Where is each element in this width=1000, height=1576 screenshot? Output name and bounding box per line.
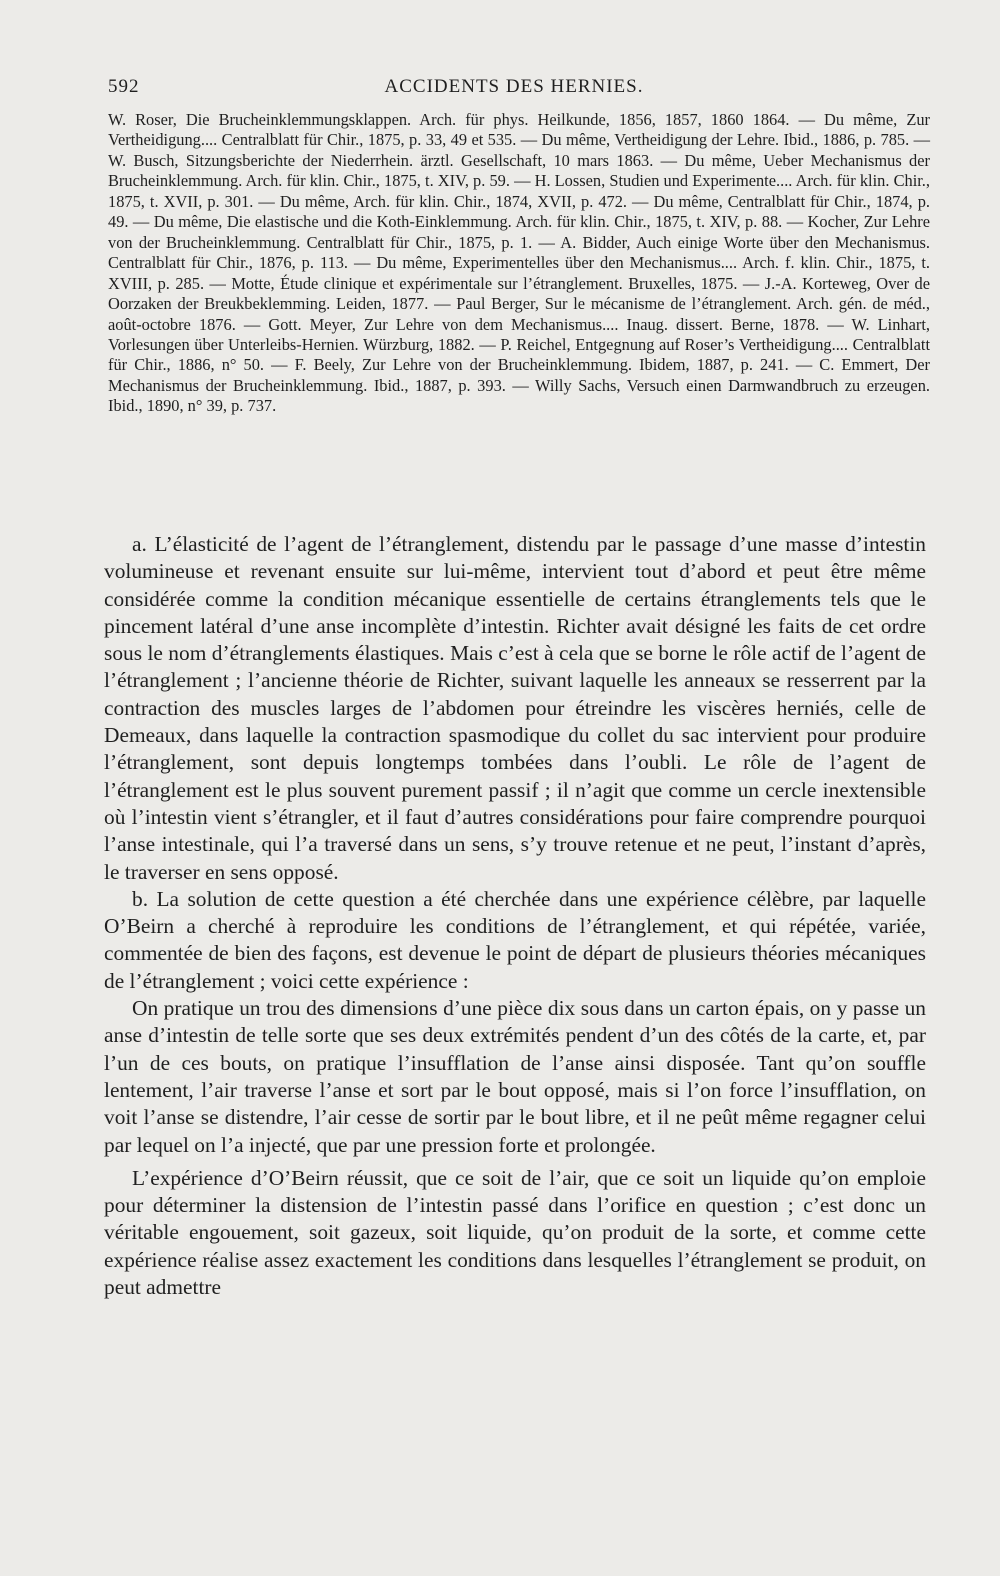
paragraph-experiment: On pratique un trou des dimensions d’une pièce dix sous dans un carton épais, on y passe un anse d’intestin de telle sorte que ses deux extrémités pendent d’un des côtés de la carte, et, par l’un de ces bouts, on pratique l’insufflation de l’anse ainsi disposée. Tant qu’on souffle lentement, l’air traverse l’anse et sort par le bout opposé, mais si l’on force l’insufflation, on voit l’anse se distendre, l’air cesse de sortir par le bout libre, et il ne peût même regagner celui par lequel on l’a injecté, que par une pression forte et prolongée. [104,996,926,1157]
paragraph-a: a. L’élasticité de l’agent de l’étranglement, distendu par le passage d’une masse d’intestin volumineuse et revenant ensuite sur lui-même, intervient tout d’abord et peut être même considérée comme la condition mécanique essentielle de certains étranglements tels que le pincement latéral d’une anse incomplète d’intestin. Richter avait désigné les faits de cet ordre sous le nom d’étranglements élastiques. Mais c’est à cela que se borne le rôle actif de l’agent de l’étranglement ; l’ancienne théorie de Richter, suivant laquelle les anneaux se resserrent par la contraction des muscles larges de l’abdomen pour étreindre les viscères herniés, celle de Demeaux, dans laquelle la contraction spasmodique du collet du sac intervient pour produire l’étranglement, sont depuis longtemps tombées dans l’oubli. Le rôle de l’agent de l’étranglement est le plus souvent purement passif ; il n’agit que comme un cercle inextensible où l’intestin vient s’étrangler, et il faut d’autres considérations pour faire comprendre pourquoi l’anse intestinale, qui l’a traversé dans un sens, s’y trouve retenue et ne peut, l’instant d’après, le traverser en sens opposé. [104,532,926,884]
body-text [104,531,926,1301]
running-title: ACCIDENTS DES HERNIES. [384,76,644,97]
paragraph-b: b. La solution de cette question a été cherchée dans une expérience célèbre, par laquelle O’Beirn a cherché à reproduire les conditions de l’étranglement, et qui répétée, variée, commentée de bien des façons, est devenue le point de départ de plusieurs théories mécaniques de l’étranglement ; voici cette expérience : [104,886,926,993]
page-number: 592 [108,76,140,97]
bibliography-block [108,110,930,417]
page-header [108,76,920,106]
paragraph-obeirn: L’expérience d’O’Beirn réussit, que ce soit de l’air, que ce soit un liquide qu’on emploie pour déterminer la distension de l’intestin passé dans l’orifice en question ; c’est donc un véritable engouement, soit gazeux, soit liquide, qu’on produit de la sorte, et comme cette expérience réalise assez exactement les conditions dans lesquelles l’étranglement se produit, on peut admettre [104,1165,926,1300]
bibliography-text: W. Roser, Die Brucheinklemmungsklappen. Arch. für phys. Heilkunde, 1856, 1857, 1860 1864. — Du même, Zur Vertheidigung.... Centralblatt für Chir., 1875, p. 33, 49 et 535. — Du même, Vertheidigung der Lehre. Ibid., 1886, p. 785. — W. Busch, Sitzungsberichte der Niederrhein. ärztl. Gesellschaft, 10 mars 1863. — Du même, Ueber Mechanismus der Brucheinklemmung. Arch. für klin. Chir., 1875, t. XIV, p. 59. — H. Lossen, Studien und Experimente.... Arch. für klin. Chir., 1875, t. XVII, p. 301. — Du même, Arch. für klin. Chir., 1874, XVII, p. 472. — Du même, Centralblatt für Chir., 1874, p. 49. — Du même, Die elastische und die Koth-Einklemmung. Arch. für klin. Chir., 1875, t. XIV, p. 88. — Kocher, Zur Lehre von der Brucheinklemmung. Centralblatt für Chir., 1875, p. 1. — A. Bidder, Auch einige Worte über den Mechanismus. Centralblatt für Chir., 1876, p. 113. — Du même, Experimentelles über den Mechanismus.... Arch. f. klin. Chir., 1875, t. XVIII, p. 285. — Motte, Étude clinique et expérimentale sur l’étranglement. Bruxelles, 1875. — J.-A. Korteweg, Over de Oorzaken der Breukbeklemming. Leiden, 1877. — Paul Berger, Sur le mécanisme de l’étranglement. Arch. gén. de méd., août-octobre 1876. — Gott. Meyer, Zur Lehre von dem Mechanismus.... Inaug. dissert. Berne, 1878. — W. Linhart, Vorlesungen über Unterleibs-Hernien. Würzburg, 1882. — P. Reichel, Entgegnung auf Roser’s Vertheidigung.... Centralblatt für Chir., 1886, n° 50. — F. Beely, Zur Lehre von der Brucheinklemmung. Ibidem, 1887, p. 241. — C. Emmert, Der Mechanismus der Brucheinklemmung. Ibid., 1887, p. 393. — Willy Sachs, Versuch einen Darmwandbruch zu erzeugen. Ibid., 1890, n° 39, p. 737. [108,110,930,416]
